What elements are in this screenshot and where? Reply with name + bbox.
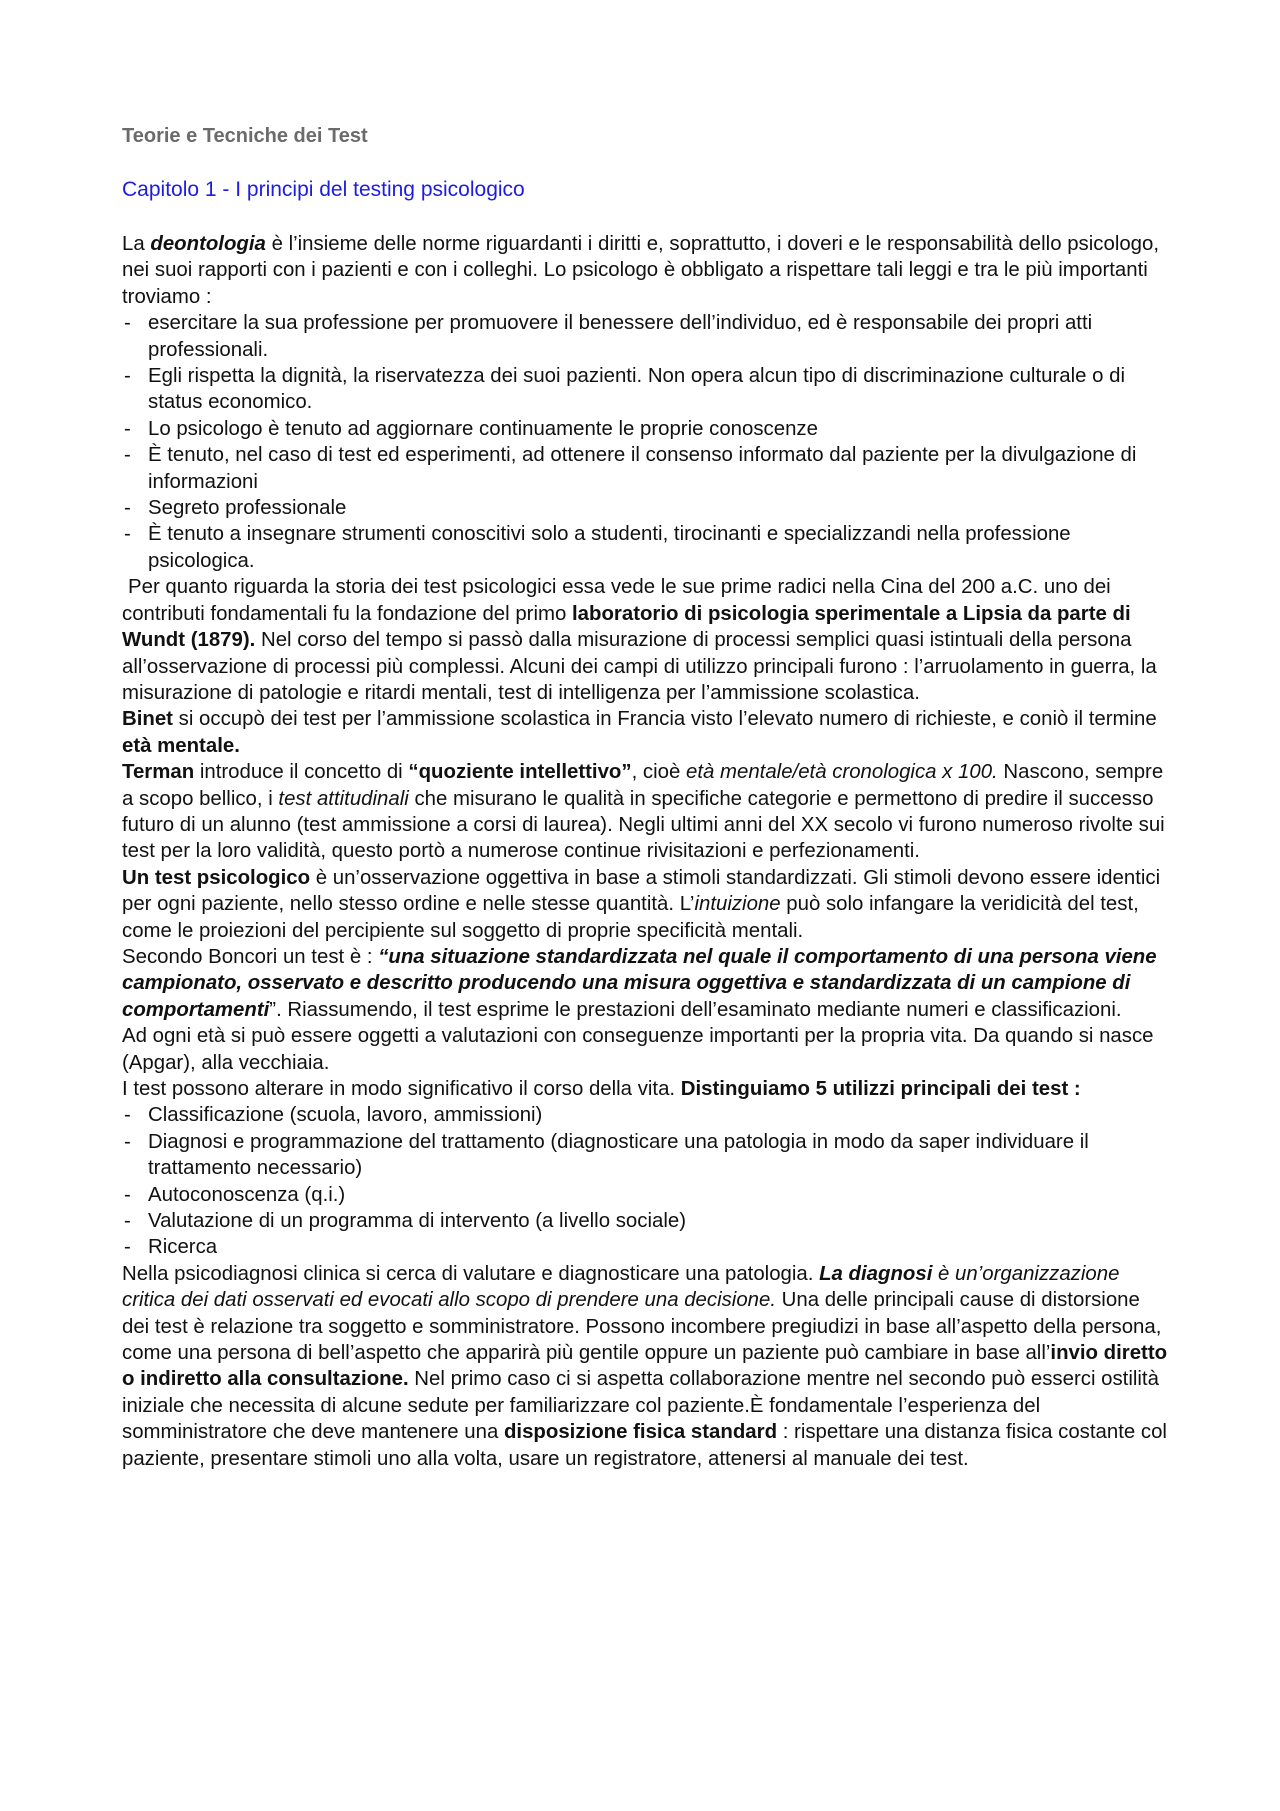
list-item: - Segreto professionale <box>122 495 1170 521</box>
ages-paragraph: Ad ogni età si può essere oggetti a valutazioni con conseguenze importanti per la propria vita. Da quando si nasce (Apgar), alla vecchiaia. <box>122 1025 1154 1074</box>
history-paragraph: Per quanto riguarda la storia dei test psicologici essa vede le sue prime radici nella Cina del 200 a.C. uno dei contributi fondamentali fu la fondazione del primo laboratorio di psicologia sperimentale a Lipsia da parte di Wundt (1879). Nel corso del tempo si passò dalla misurazione di processi semplici quasi istintuali della persona all’osservazione di processi più complessi. Alcuni dei campi di utilizzo principali furono : l’arruolamento in guerra, la misurazione di patologie e ritardi mentali, test di intelligenza per l’ammissione scolastica. <box>122 576 1157 704</box>
list-item: - Diagnosi e programmazione del trattamento (diagnosticare una patologia in modo da saper individuare il trattamento necessario) <box>122 1129 1170 1182</box>
intro-paragraph: La deontologia è l’insieme delle norme riguardanti i diritti e, soprattutto, i doveri e le responsabilità dello psicologo, nei suoi rapporti con i pazienti e con i colleghi. Lo psicologo è obbligato a rispettare tali leggi e tra le più importanti troviamo : <box>122 233 1160 308</box>
boncori-paragraph: Secondo Boncori un test è : “una situazione standardizzata nel quale il comportamento di una persona viene campionato, osservato e descritto producendo una misura oggettiva e standardizzata di un campione di comportamenti”. Riassumendo, il test esprime le prestazioni dell’esaminato mediante numeri e classificazioni. <box>122 945 1157 1021</box>
duties-list <box>122 310 1170 574</box>
diagnosis-paragraph: Nella psicodiagnosi clinica si cerca di valutare e diagnosticare una patologia. La diagnosi è un’organizzazione critica dei dati osservati ed evocati allo scopo di prendere una decisione. Una delle principali cause di distorsione dei test è relazione tra soggetto e somministratore. Possono incombere pregiudizi in base all’aspetto della persona, come una persona di bell’aspetto che apparirà più gentile oppure un paziente può cambiare in base all’invio diretto o indiretto alla consultazione. Nel primo caso ci si aspetta collaborazione mentre nel secondo può esserci ostilità iniziale che necessita di alcune sedute per familiarizzare col paziente.È fondamentale l’esperienza del somministratore che deve mantenere una disposizione fisica standard : rispettare una distanza fisica costante col paziente, presentare stimoli uno alla volta, usare un registratore, attenersi al manuale dei test. <box>122 1262 1168 1470</box>
uses-intro-paragraph: I test possono alterare in modo significativo il corso della vita. Distinguiamo 5 utilizzi principali dei test : <box>122 1078 1081 1100</box>
terman-paragraph: Terman introduce il concetto di “quoziente intellettivo”, cioè età mentale/età cronologica x 100. Nascono, sempre a scopo bellico, i test attitudinali che misurano le qualità in specifiche categorie e permettono di predire il successo futuro di un alunno (test ammissione a corsi di laurea). Negli ultimi anni del XX secolo vi furono numeroso rivolte sui test per la loro validità, questo portò a numerose continue rivisitazioni e perfezionamenti. <box>122 761 1165 863</box>
list-item: - È tenuto, nel caso di test ed esperimenti, ad ottenere il consenso informato dal paziente per la divulgazione di informazioni <box>122 442 1170 495</box>
uses-list <box>122 1102 1170 1260</box>
list-item: - Autoconoscenza (q.i.) <box>122 1182 1170 1208</box>
list-item: - Egli rispetta la dignità, la riservatezza dei suoi pazienti. Non opera alcun tipo di discriminazione culturale o di status economico. <box>122 363 1170 416</box>
test-definition-paragraph: Un test psicologico è un’osservazione oggettiva in base a stimoli standardizzati. Gli stimoli devono essere identici per ogni paziente, nello stesso ordine e nelle stesse quantità. L’intuizione può solo infangare la veridicità del test, come le proiezioni del percipiente sul soggetto di proprie specificità mentali. <box>122 866 1161 942</box>
document-body <box>122 231 1170 1472</box>
list-item: - È tenuto a insegnare strumenti conoscitivi solo a studenti, tirocinanti e specializzandi nella professione psicologica. <box>122 521 1170 574</box>
document-title: Teorie e Tecniche dei Test <box>122 125 368 147</box>
list-item: - Valutazione di un programma di intervento (a livello sociale) <box>122 1208 1170 1234</box>
binet-paragraph: Binet si occupò dei test per l’ammissione scolastica in Francia visto l’elevato numero di richieste, e coniò il termine età mentale. <box>122 708 1157 757</box>
chapter-title: Capitolo 1 - I principi del testing psicologico <box>122 178 525 201</box>
list-item: - Ricerca <box>122 1234 1170 1260</box>
list-item: - esercitare la sua professione per promuovere il benessere dell’individuo, ed è responsabile dei propri atti professionali. <box>122 310 1170 363</box>
list-item: - Lo psicologo è tenuto ad aggiornare continuamente le proprie conoscenze <box>122 416 1170 442</box>
list-item: - Classificazione (scuola, lavoro, ammissioni) <box>122 1102 1170 1128</box>
